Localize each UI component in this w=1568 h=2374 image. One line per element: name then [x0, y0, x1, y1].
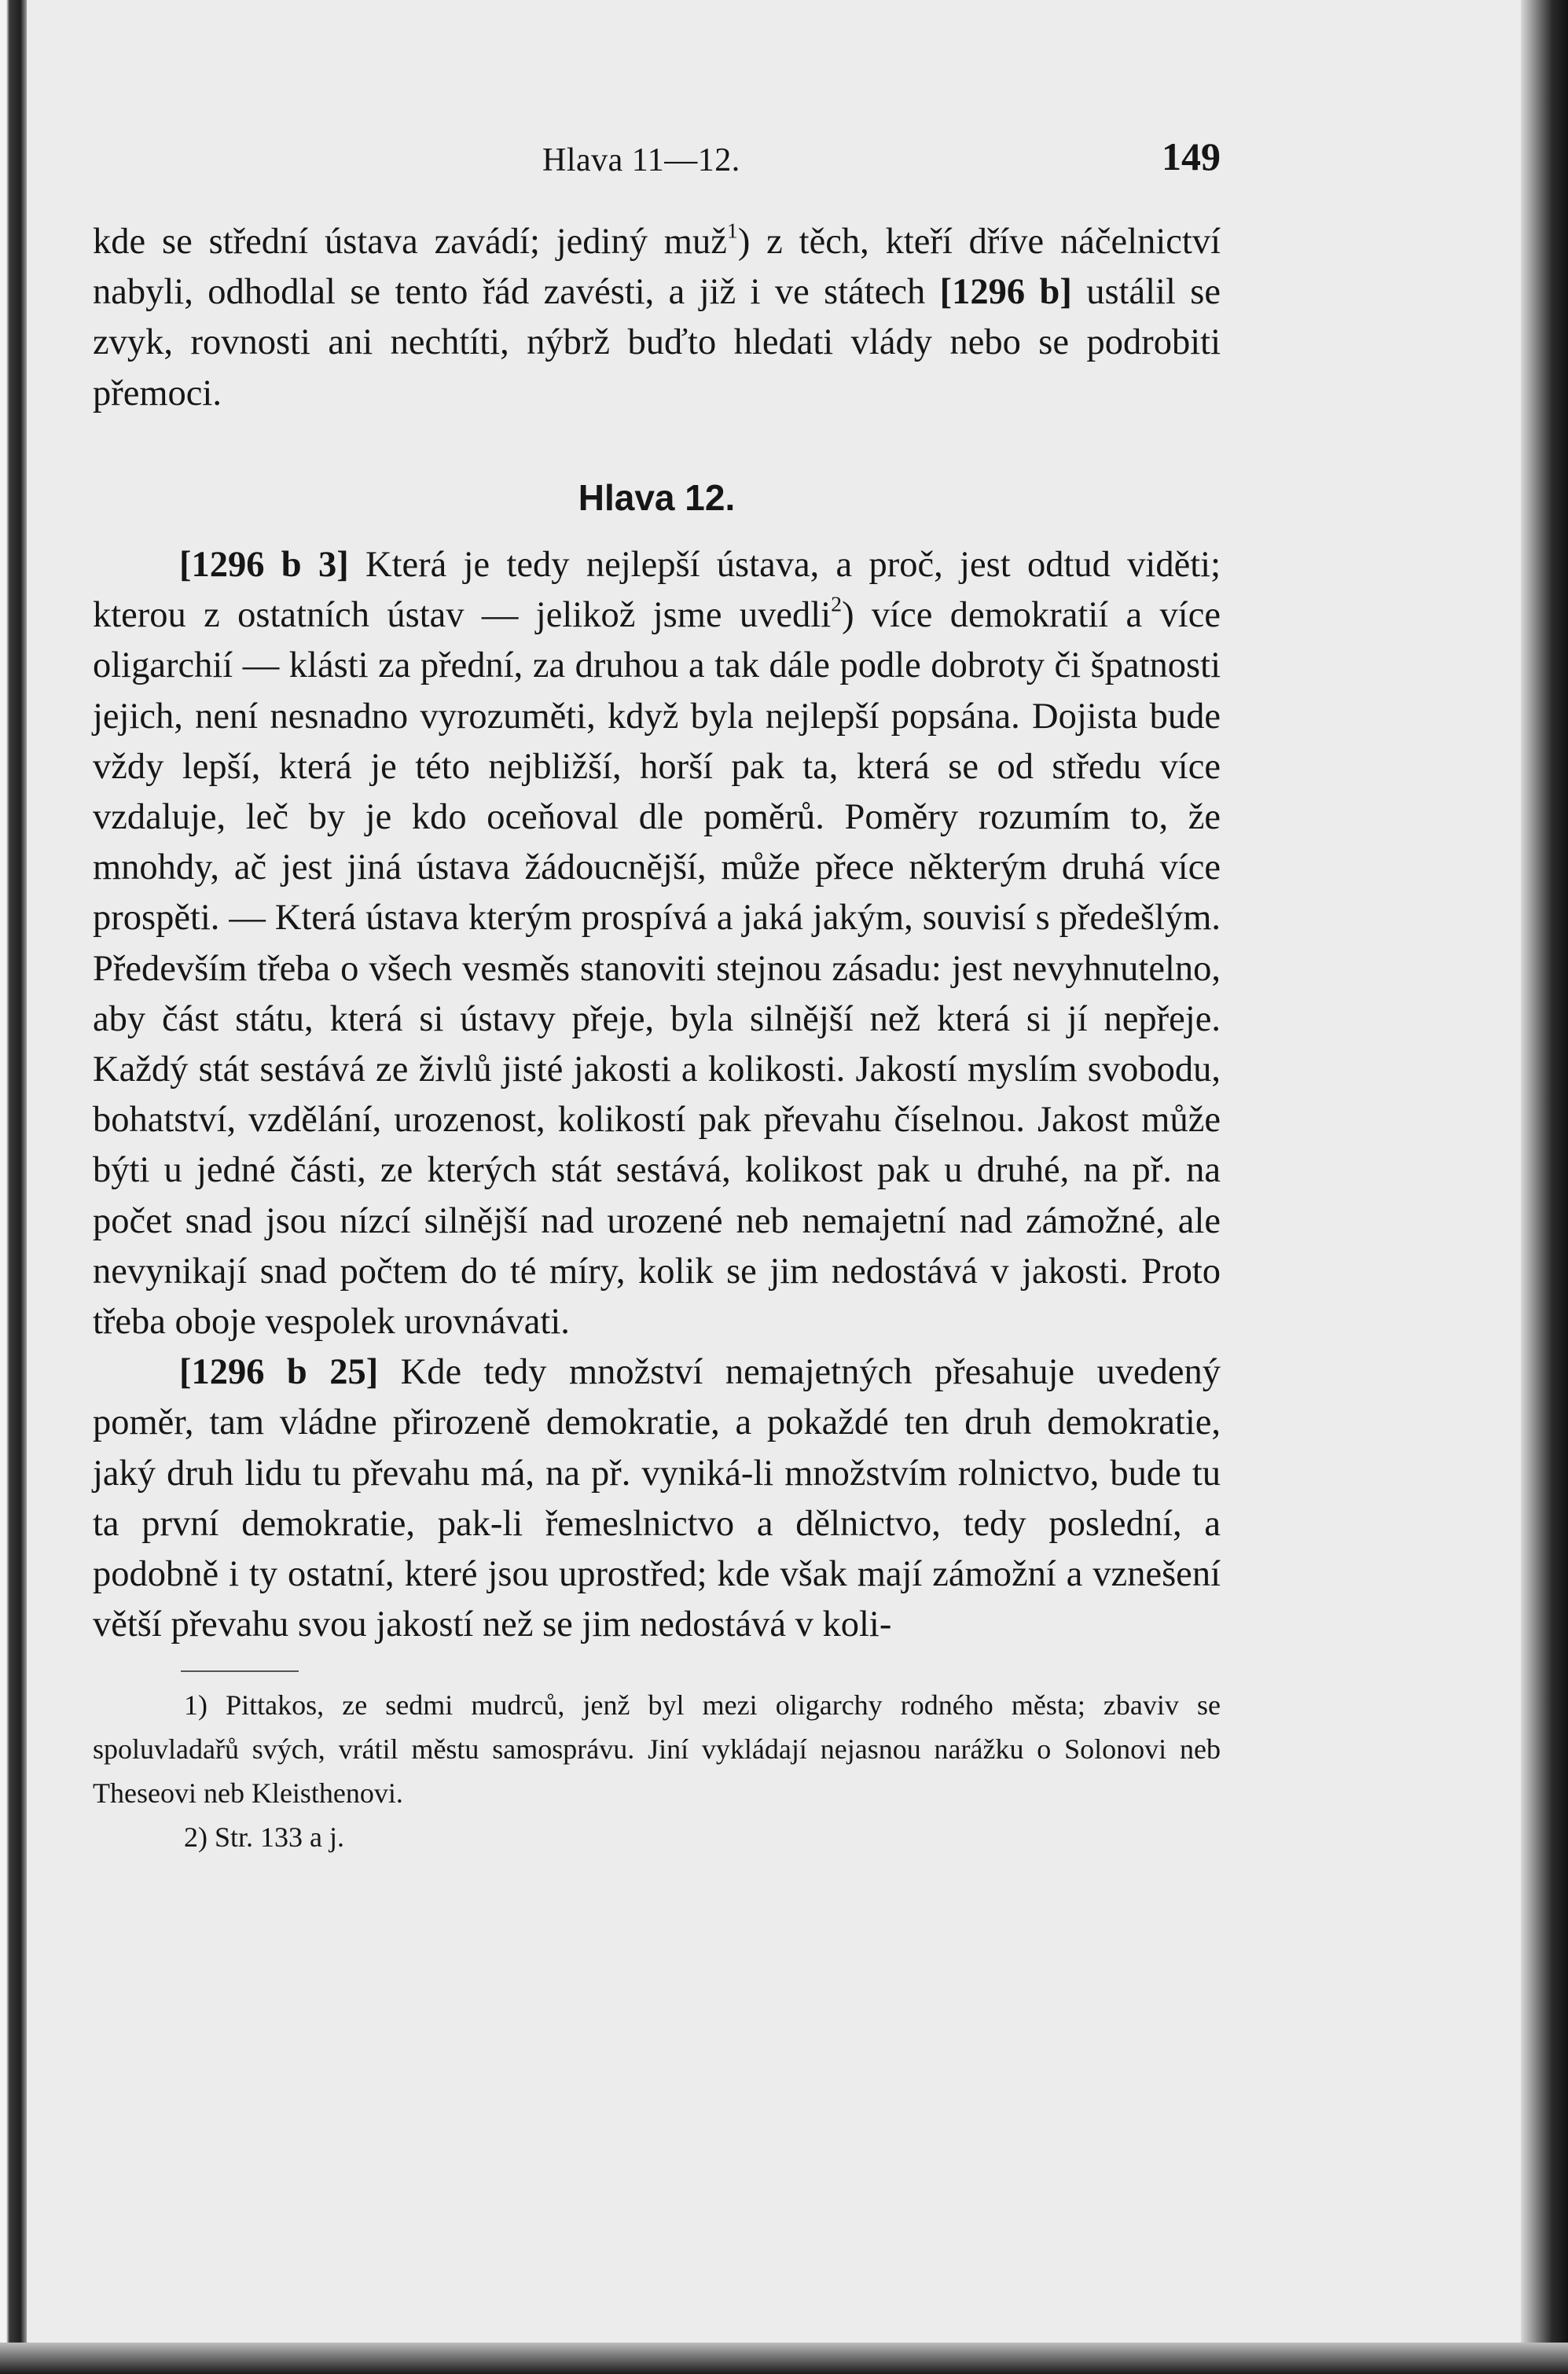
footnote-divider: [181, 1670, 299, 1672]
right-scan-edge: [1521, 0, 1568, 2374]
paragraph-text: Která je tedy nejlepší ústava, a proč, jest odtud viděti; kterou z ostatních ústav — jelikož jsme uvedli: [93, 545, 1221, 636]
page-content: [93, 134, 1221, 1859]
paragraph: [93, 1347, 1221, 1650]
bottom-scan-edge: [0, 2343, 1568, 2374]
paragraph-text: ) více demokratií a více oligarchií — klásti za přední, za druhou a tak dále podle dobroty či špatnosti jejich, není nesnadno vyrozuměti, když byla nejlepší popsána. Dojista bude vždy lepší, která je této nejbližší, horší pak ta, která se od středu více vzdaluje, leč by je kdo oceňoval dle poměrů. Poměry rozumím to, že mnohdy, ač jest jiná ústava žádoucnější, může přece některým druhá více prospěti. — Která ústava kterým prospívá a jaká jakým, souvisí s předešlým. Především třeba o všech vesměs stanoviti stejnou zásadu: jest nevyhnutelno, aby část státu, která si ústavy přeje, byla silnější než která si jí nepřeje. Každý stát sestává ze živlů jisté jakosti a kolikosti. Jakostí myslím svobodu, bohatství, vzdělání, urozenost, kolikostí pak převahu číselnou. Jakost může býti u jedné části, ze kterých stát sestává, kolikost pak u druhé, na př. na počet snad jsou nízcí silnější nad urozené neb nemajetní nad zámožné, ale nevynikají snad počtem do té míry, kolik se jim nedostává v jakosti. Proto třeba oboje vespolek urovnávati.: [93, 595, 1221, 1343]
binding-edge: [0, 0, 27, 2374]
bekker-reference: [1296 b 3]: [179, 545, 349, 586]
footnotes: [93, 1683, 1221, 1859]
footnote-ref-1: 1: [726, 219, 738, 244]
footnote-ref-2: 2: [831, 592, 843, 617]
bekker-reference: [1296 b 25]: [179, 1352, 379, 1393]
paragraph: [93, 540, 1221, 1347]
bekker-reference: [1296 b]: [939, 272, 1072, 313]
footnote-marker: 2: [184, 1821, 198, 1854]
running-head: [93, 134, 1221, 189]
footnote-marker: 1: [184, 1689, 198, 1722]
running-title: Hlava 11—12.: [542, 142, 740, 178]
page-number: 149: [1162, 134, 1221, 178]
chapter-heading: Hlava 12.: [578, 476, 736, 518]
footnote-text: Pittakos, ze sedmi mudrců, jenž byl mezi oligarchy rodného města; zbaviv se spoluvladařů svých, vrátil městu samosprávu. Jiní vykládají nejasnou narážku o Solonovi neb Theseovi neb Kleisthenovi.: [93, 1689, 1221, 1810]
paragraph-text: Kde tedy množství nemajetných přesahuje uvedený poměr, tam vládne přirozeně demokratie, a pokaždé ten druh demokratie, jaký druh lidu tu převahu má, na př. vyniká-li množstvím rolnictvo, bude tu ta první demokratie, pak-li řemeslnictvo a dělnictvo, tedy poslední, a podobně i ty ostatní, které jsou uprostřed; kde však mají zámožní a vznešení větší převahu svou jakostí než se jim nedostává v koli-: [93, 1352, 1221, 1645]
paragraph-continuation: [93, 217, 1221, 419]
footnote: [93, 1683, 1221, 1815]
footnote-text: Str. 133 a j.: [207, 1821, 345, 1854]
paragraph-text: ustálil se zvyk, rovnosti ani nechtíti, nýbrž buďto hledati vlády nebo se podrobiti přemoci.: [93, 272, 1221, 413]
paragraph-text: kde se střední ústava zavádí; jediný muž: [93, 222, 727, 262]
footnote-marker-paren: ): [198, 1689, 207, 1722]
footnote: [93, 1815, 1221, 1859]
paragraph-text: ) z těch, kteří dříve náčelnictví nabyli, odhodlal se tento řád zavésti, a již i ve státech: [93, 222, 1221, 313]
body-text: [93, 217, 1221, 1650]
footnote-marker-paren: ): [198, 1821, 207, 1854]
